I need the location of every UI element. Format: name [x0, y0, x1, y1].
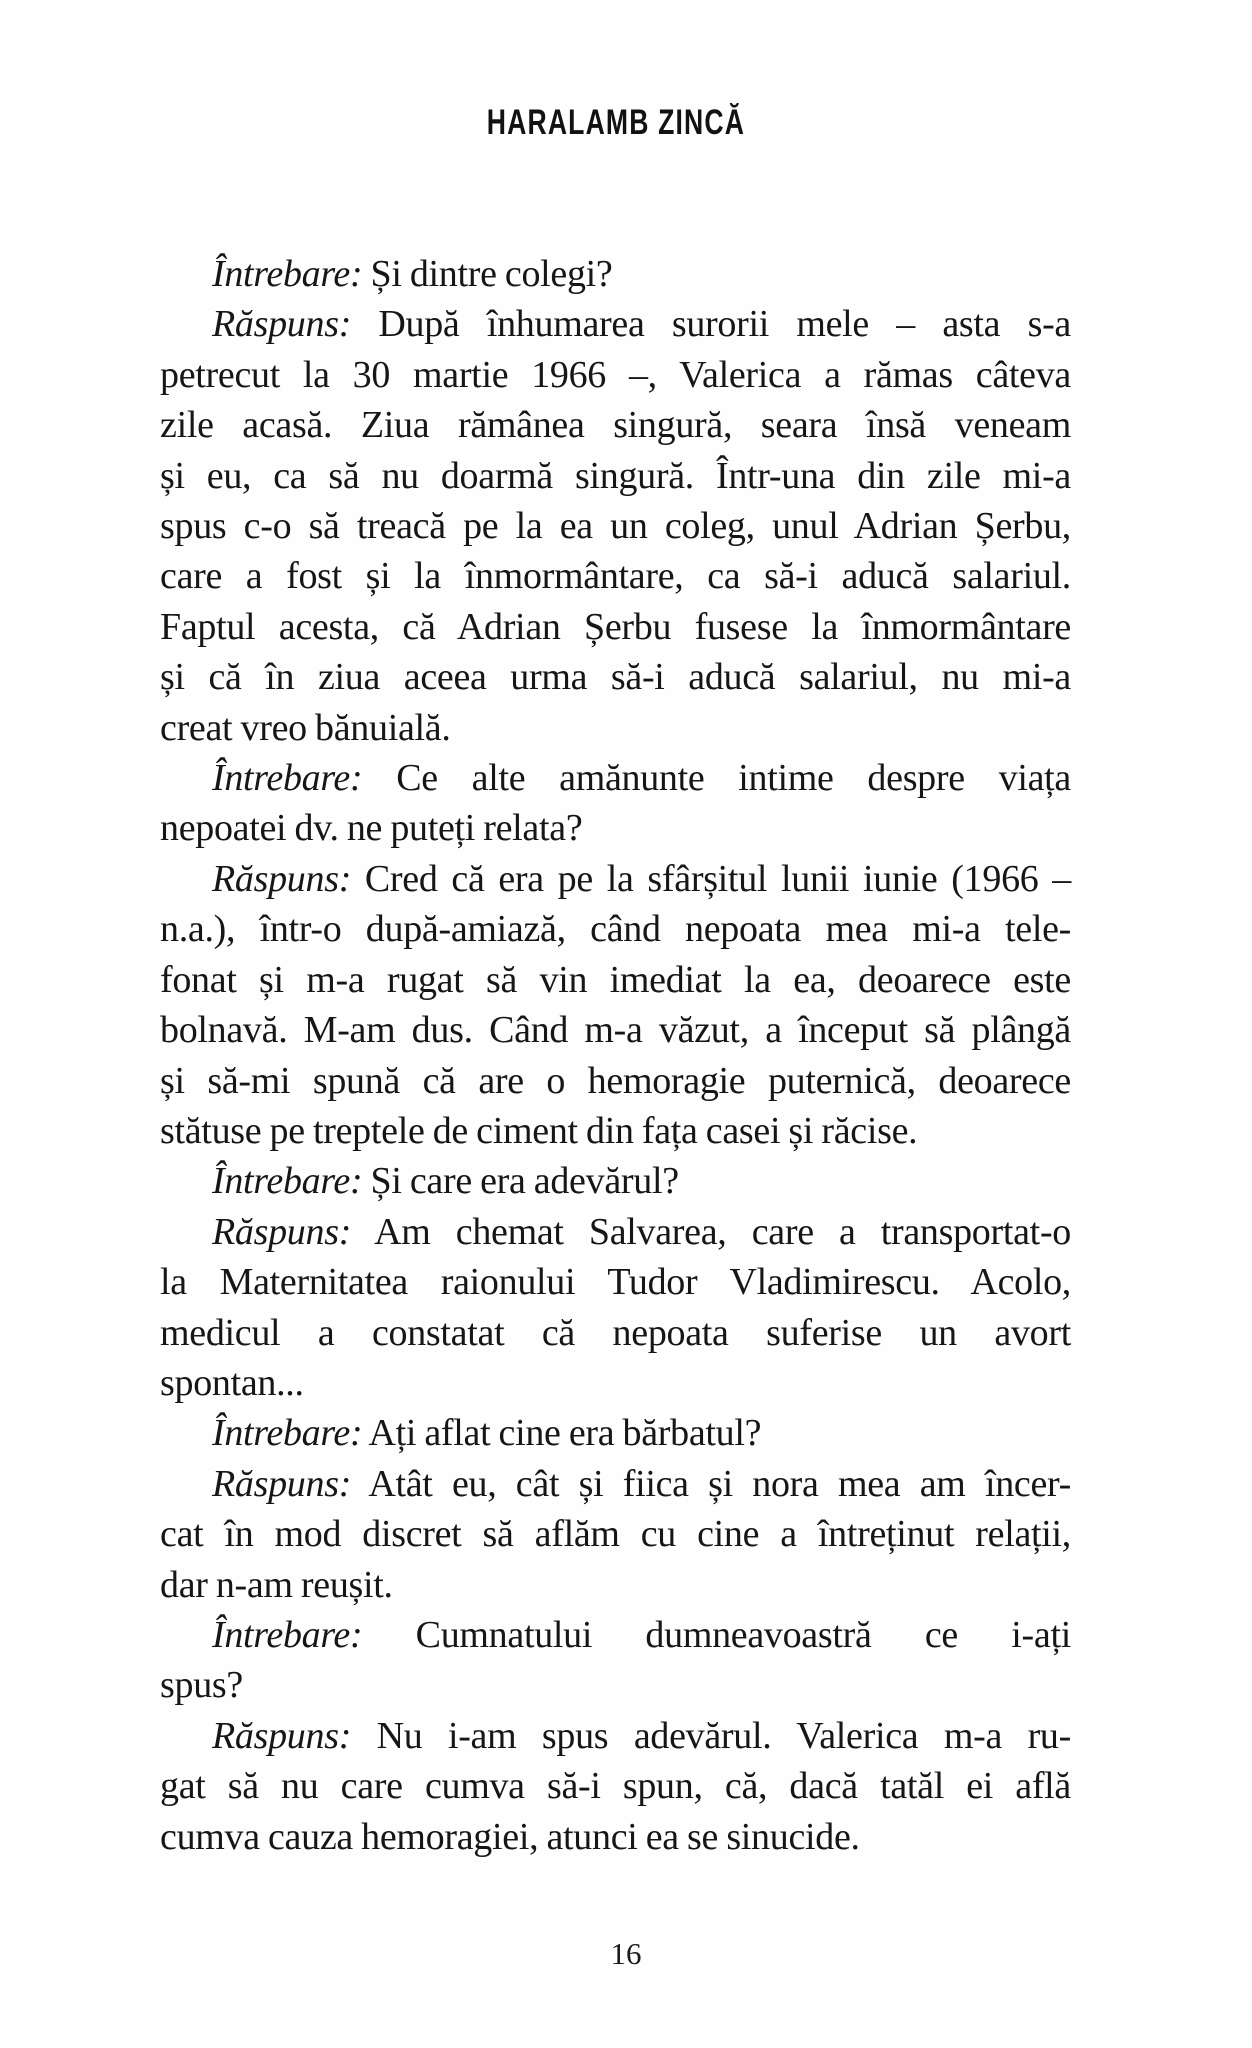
book-author-header: HARALAMB ZINCĂ [486, 103, 745, 142]
paragraph-lead: Răspuns: [212, 857, 352, 900]
paragraph-lead: Răspuns: [212, 1210, 352, 1253]
paragraph-lead: Răspuns: [212, 1714, 352, 1757]
text-line: Întrebare: Și care era adevărul? [212, 1160, 679, 1203]
text-line: stătuse pe treptele de ciment din fața casei și răcise. [160, 1109, 918, 1152]
text-line: Faptul acesta, că Adrian Șerbu fusese la înmormântare [160, 605, 1071, 648]
text-line: Răspuns: Cred că era pe la sfârșitul lunii iunie (1966 – [212, 857, 1071, 900]
text-line: dar n-am reușit. [160, 1563, 393, 1606]
text-line: petrecut la 30 martie 1966 –, Valerica a rămas câteva [160, 353, 1071, 396]
paragraph-lead: Întrebare: [212, 1412, 363, 1455]
text-line: Întrebare: Cumnatului dumneavoastră ce i-ați [212, 1613, 1071, 1656]
paragraph-lead: Întrebare: [212, 1613, 363, 1656]
paragraph-lead: Răspuns: [212, 303, 352, 346]
text-line: Răspuns: Am chemat Salvarea, care a transportat-o [212, 1210, 1071, 1253]
paragraph-lead: Întrebare: [212, 253, 363, 295]
text-line: Răspuns: Atât eu, cât și fiica și nora mea am încer- [212, 1462, 1071, 1505]
text-line: la Maternitatea raionului Tudor Vladimirescu. Acolo, [160, 1261, 1071, 1304]
text-line: și că în ziua aceea urma să-i aducă salariul, nu mi-a [160, 656, 1071, 699]
running-header [160, 103, 1071, 143]
text-line: medicul a constatat că nepoata suferise un avort [160, 1311, 1071, 1354]
text-line: Răspuns: După înhumarea surorii mele – asta s-a [212, 303, 1071, 346]
text-line: fonat și m-a rugat să vin imediat la ea, deoarece este [160, 958, 1071, 1001]
text-line: care a fost și la înmormântare, ca să-i aducă salariul. [160, 555, 1071, 598]
text-line: zile acasă. Ziua rămânea singură, seara însă veneam [160, 404, 1071, 447]
text-line: creat vreo bănuială. [160, 706, 451, 749]
text-line: Întrebare: Ce alte amănunte intime despre viața [212, 757, 1071, 800]
text-line: spontan... [160, 1361, 304, 1404]
text-line: n.a.), într-o după-amiază, când nepoata mea mi-a tele- [160, 908, 1071, 951]
text-line: Întrebare: Și dintre colegi? [212, 253, 613, 295]
paragraph-lead: Răspuns: [212, 1462, 352, 1505]
paragraph-lead: Întrebare: [212, 757, 363, 800]
text-line: bolnavă. M-am dus. Când m-a văzut, a început să plângă [160, 1009, 1071, 1052]
text-line: și eu, ca să nu doarmă singură. Într-una din zile mi-a [160, 454, 1071, 497]
text-line: spus? [160, 1664, 243, 1707]
text-line: nepoatei dv. ne puteți relata? [160, 807, 583, 850]
text-line: cat în mod discret să aflăm cu cine a întreținut relații, [160, 1513, 1071, 1556]
page-number: 16 [610, 1936, 642, 1971]
text-line: Răspuns: Nu i-am spus adevărul. Valerica m-a ru- [212, 1714, 1071, 1757]
paragraph-lead: Întrebare: [212, 1160, 363, 1203]
text-line: și să-mi spună că are o hemoragie puternică, deoarece [160, 1059, 1071, 1102]
text-line: cumva cauza hemoragiei, atunci ea se sinucide. [160, 1815, 860, 1858]
text-line: spus c-o să treacă pe la ea un coleg, unul Adrian Șerbu, [160, 505, 1071, 548]
text-line: Întrebare: Ați aflat cine era bărbatul? [212, 1412, 762, 1455]
text-line: gat să nu care cumva să-i spun, că, dacă tatăl ei află [160, 1765, 1071, 1808]
text-block [160, 249, 1071, 1862]
